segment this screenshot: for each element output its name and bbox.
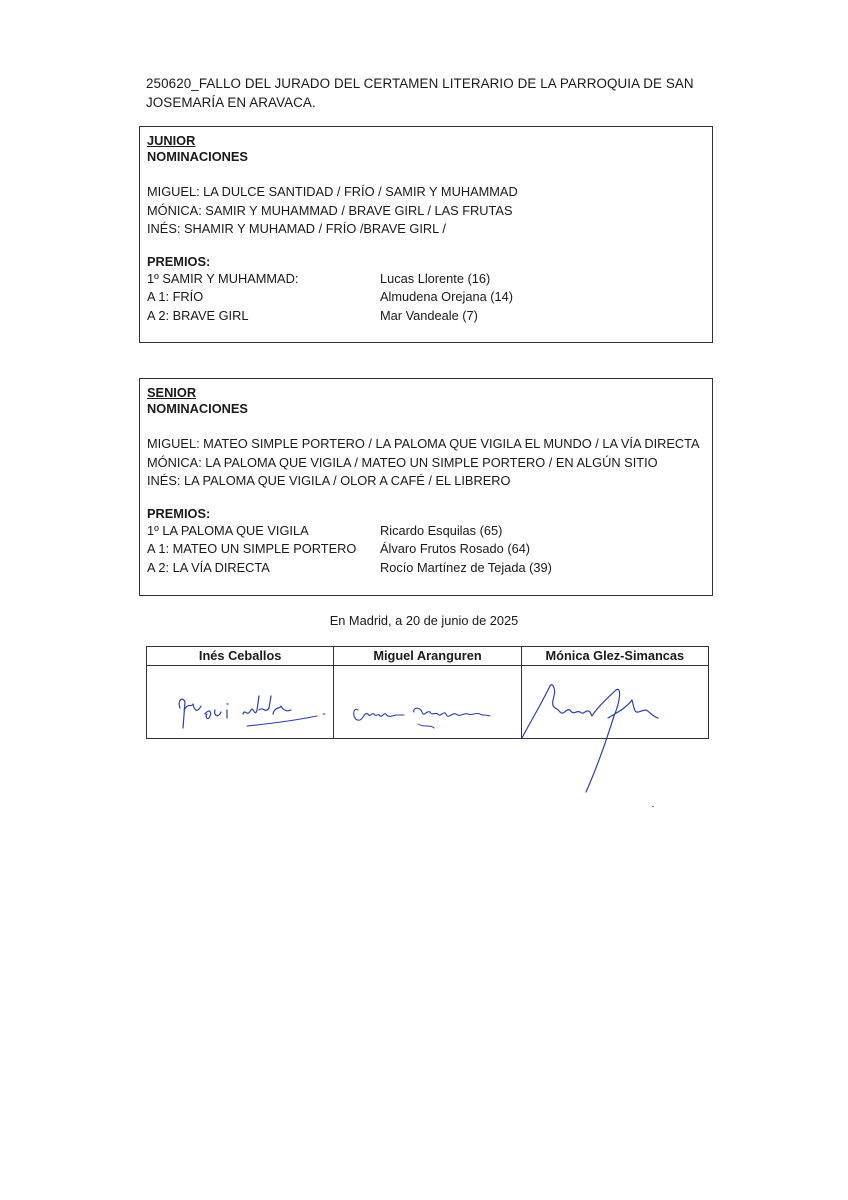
nominations-list: [147, 435, 712, 491]
signature-cell: [334, 666, 521, 739]
signature-cell: [147, 666, 334, 739]
document-title: 250620_FALLO DEL JURADO DEL CERTAMEN LITERARIO DE LA PARROQUIA DE SAN JOSEMARÍA EN ARAVACA.: [146, 76, 694, 110]
prize-author: Lucas Llorente (16): [380, 270, 491, 286]
juror-name: Inés Ceballos: [147, 647, 334, 666]
nomination-line: INÉS: LA PALOMA QUE VIGILA / OLOR A CAFÉ / EL LIBRERO: [147, 473, 511, 488]
prize-work: A 2: LA VÍA DIRECTA: [147, 559, 270, 575]
prize-row: [147, 559, 712, 578]
nomination-line: MIGUEL: MATEO SIMPLE PORTERO / LA PALOMA QUE VIGILA EL MUNDO / LA VÍA DIRECTA: [147, 436, 700, 451]
signature-table: [146, 646, 709, 739]
prize-row: [147, 540, 712, 559]
prize-author: Almudena Orejana (14): [380, 289, 514, 304]
nominations-heading: NOMINACIONES: [147, 149, 248, 164]
speck-mark: [652, 806, 654, 807]
prize-work: A 2: BRAVE GIRL: [147, 307, 249, 323]
nomination-line: MIGUEL: LA DULCE SANTIDAD / FRÍO / SAMIR Y MUHAMMAD: [147, 184, 518, 199]
prize-row: [147, 307, 712, 326]
prize-work: A 1: MATEO UN SIMPLE PORTERO: [147, 541, 357, 556]
prizes-list: [147, 270, 712, 326]
prize-author: Rocío Martínez de Tejada (39): [380, 559, 552, 575]
signature-monica: [522, 666, 709, 738]
prize-work: 1º SAMIR Y MUHAMMAD:: [147, 270, 299, 286]
junior-section: [139, 126, 713, 343]
nominations-heading: NOMINACIONES: [147, 401, 248, 416]
category-title: JUNIOR: [147, 133, 196, 148]
prize-row: [147, 288, 712, 307]
prize-work: 1º LA PALOMA QUE VIGILA: [147, 522, 309, 538]
juror-name: Mónica Glez-Simancas: [521, 647, 708, 666]
prize-row: [147, 522, 712, 541]
prize-author: Ricardo Esquilas (65): [380, 522, 503, 538]
signature-ines: [147, 666, 334, 738]
prize-work: A 1: FRÍO: [147, 289, 204, 304]
signature-miguel: [334, 666, 521, 738]
nomination-line: MÓNICA: LA PALOMA QUE VIGILA / MATEO UN SIMPLE PORTERO / EN ALGÚN SITIO: [147, 454, 658, 470]
senior-section: [139, 378, 713, 596]
juror-name: Miguel Aranguren: [334, 647, 521, 666]
signature-cell: [521, 666, 708, 739]
prize-row: [147, 270, 712, 289]
prizes-list: [147, 522, 712, 578]
prize-author: Álvaro Frutos Rosado (64): [380, 541, 531, 556]
category-title: SENIOR: [147, 385, 197, 400]
nomination-line: INÉS: SHAMIR Y MUHAMAD / FRÍO /BRAVE GIRL /: [147, 221, 446, 236]
date-line: En Madrid, a 20 de junio de 2025: [329, 613, 519, 628]
prizes-heading: PREMIOS:: [147, 253, 211, 269]
prizes-heading: PREMIOS:: [147, 505, 211, 521]
nomination-line: MÓNICA: SAMIR Y MUHAMMAD / BRAVE GIRL / LAS FRUTAS: [147, 202, 513, 218]
nominations-list: [147, 183, 712, 239]
prize-author: Mar Vandeale (7): [380, 307, 478, 323]
